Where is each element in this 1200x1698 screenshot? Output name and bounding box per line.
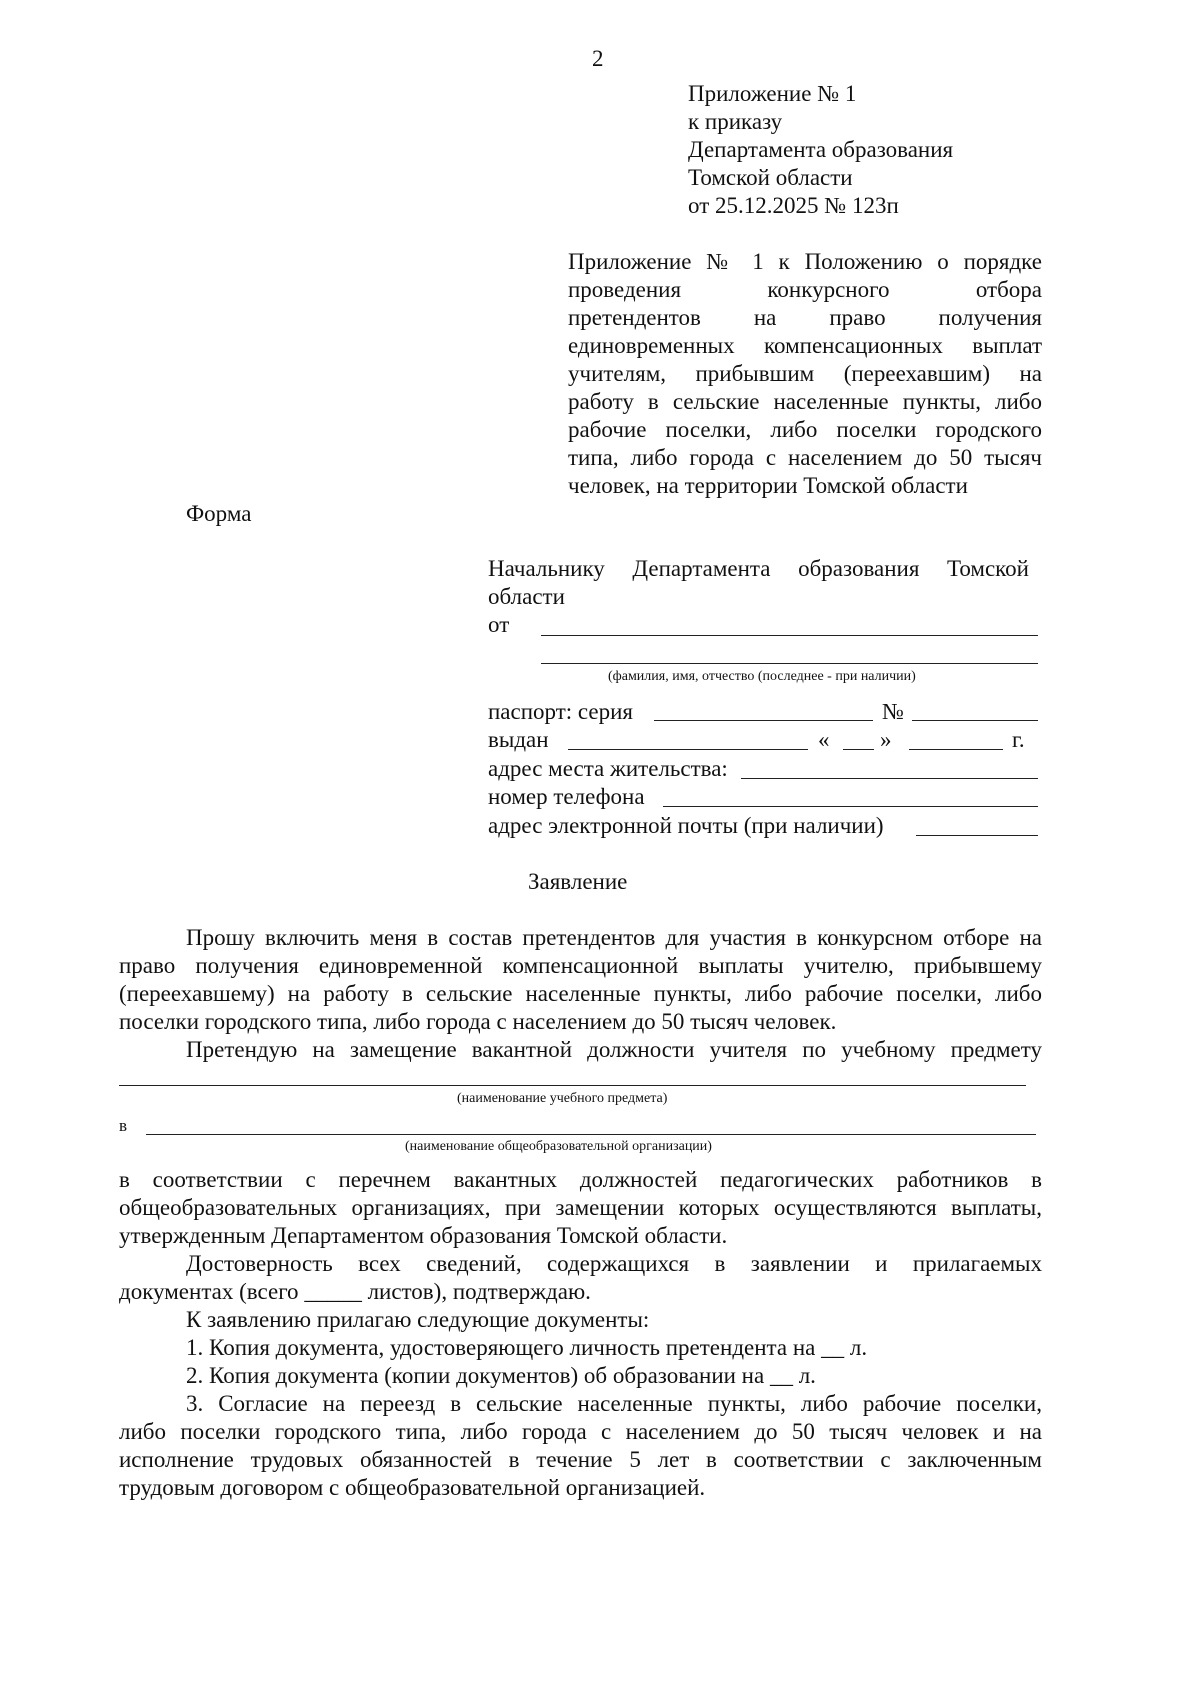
paragraph-line: утвержденным Департаментом образования Томской области. <box>119 1223 728 1248</box>
subject-hint: (наименование учебного предмета) <box>457 1091 668 1106</box>
paragraph-line: право получения единовременной компенсационной выплаты учителю, прибывшему <box>119 953 1042 978</box>
paragraph-line: общеобразовательных организациях, при замещении которых осуществляются выплаты, <box>119 1195 1042 1220</box>
fio-hint: (фамилия, имя, отчество (последнее - при наличии) <box>608 669 916 684</box>
paragraph-line: исполнение трудовых обязанностей в течение 5 лет в соответствии с заключенным <box>119 1447 1042 1472</box>
addressee-line: области <box>488 584 565 609</box>
paragraph-line: поселки городского типа, либо города с населением до 50 тысяч человек. <box>119 1009 837 1034</box>
paragraph-line: трудовым договором с общеобразовательной организацией. <box>119 1475 706 1500</box>
regulation-annex-line: учителям, прибывшим (переехавшим) на <box>568 361 1042 386</box>
regulation-annex-line: Приложение № 1 к Положению о порядке <box>568 249 1042 274</box>
paragraph-confirmation: Достоверность всех сведений, содержащихся в заявлении и прилагаемых <box>186 1251 1042 1276</box>
regulation-annex-line: претендентов на право получения <box>568 305 1042 330</box>
passport-number-label: № <box>882 699 904 724</box>
regulation-annex-line: единовременных компенсационных выплат <box>568 333 1042 358</box>
regulation-annex-line: типа, либо города с населением до 50 тысяч <box>568 445 1042 470</box>
attachment-item-2: 2. Копия документа (копии документов) об образовании на __ л. <box>186 1363 816 1388</box>
form-label: Форма <box>186 501 252 526</box>
paragraph-compliance <box>119 1166 1042 1250</box>
regulation-annex-line: рабочие поселки, либо поселки городского <box>568 417 1042 442</box>
paragraph-line: 3. Согласие на переезд в сельские населенные пункты, либо рабочие поселки, <box>186 1391 1042 1416</box>
quote-close: » <box>880 727 892 752</box>
attachment-item-1: 1. Копия документа, удостоверяющего личность претендента на __ л. <box>186 1335 868 1360</box>
statement-title: Заявление <box>528 869 628 894</box>
annex-header <box>688 80 953 220</box>
regulation-annex-line: проведения конкурсного отбора <box>568 277 1042 302</box>
passport-series-field[interactable] <box>654 720 873 721</box>
regulation-annex-line: работу в сельские населенные пункты, либо <box>568 389 1042 414</box>
regulation-annex <box>568 248 1042 500</box>
email-field[interactable] <box>916 835 1038 836</box>
page-number: 2 <box>592 46 604 71</box>
paragraph-line: либо поселки городского типа, либо города с населением до 50 тысяч человек и на <box>119 1419 1042 1444</box>
paragraph-line: Прошу включить меня в состав претендентов для участия в конкурсном отборе на <box>186 925 1042 950</box>
paragraph-line: в соответствии с перечнем вакантных должностей педагогических работников в <box>119 1167 1042 1192</box>
paragraph-request <box>119 924 1042 1036</box>
annex-line: к приказу <box>688 109 783 134</box>
address-field[interactable] <box>741 778 1038 779</box>
in-label: в <box>119 1116 128 1135</box>
sheets-count-field[interactable]: _____ <box>304 1279 362 1304</box>
fio-field-line-2[interactable] <box>541 663 1038 664</box>
paragraph-confirmation-line2 <box>119 1278 591 1306</box>
year-suffix: г. <box>1012 727 1025 752</box>
from-label: от <box>488 612 510 637</box>
sheets-prefix: документах (всего <box>119 1279 299 1304</box>
issued-day-field[interactable] <box>843 749 874 750</box>
phone-label: номер телефона <box>488 784 645 809</box>
annex-line: Томской области <box>688 165 853 190</box>
attachments-intro: К заявлению прилагаю следующие документы: <box>186 1307 650 1332</box>
passport-label: паспорт: серия <box>488 699 634 724</box>
organization-hint: (наименование общеобразовательной организации) <box>405 1139 712 1154</box>
organization-field[interactable] <box>146 1134 1036 1135</box>
paragraph-position: Претендую на замещение вакантной должности учителя по учебному предмету <box>186 1037 1042 1062</box>
phone-field[interactable] <box>663 806 1038 807</box>
passport-number-field[interactable] <box>912 720 1038 721</box>
email-label: адрес электронной почты (при наличии) <box>488 813 884 838</box>
issued-month-field[interactable] <box>909 749 1003 750</box>
attachment-item-3 <box>119 1390 1042 1502</box>
annex-line: Приложение № 1 <box>688 81 857 106</box>
fio-field-line-1[interactable] <box>541 635 1038 636</box>
regulation-annex-line: человек, на территории Томской области <box>568 473 968 498</box>
addressee-line: Начальнику Департамента образования Томской <box>488 556 1029 581</box>
annex-line: Департамента образования <box>688 137 954 162</box>
subject-field[interactable] <box>119 1085 1026 1086</box>
issued-label: выдан <box>488 727 549 752</box>
sheets-suffix: листов), подтверждаю. <box>367 1279 591 1304</box>
address-label: адрес места жительства: <box>488 756 728 781</box>
quote-open: « <box>818 727 830 752</box>
issued-by-field[interactable] <box>568 749 808 750</box>
paragraph-line: (переехавшему) на работу в сельские населенные пункты, либо рабочие поселки, либо <box>119 981 1042 1006</box>
annex-line: от 25.12.2025 № 123п <box>688 193 899 218</box>
